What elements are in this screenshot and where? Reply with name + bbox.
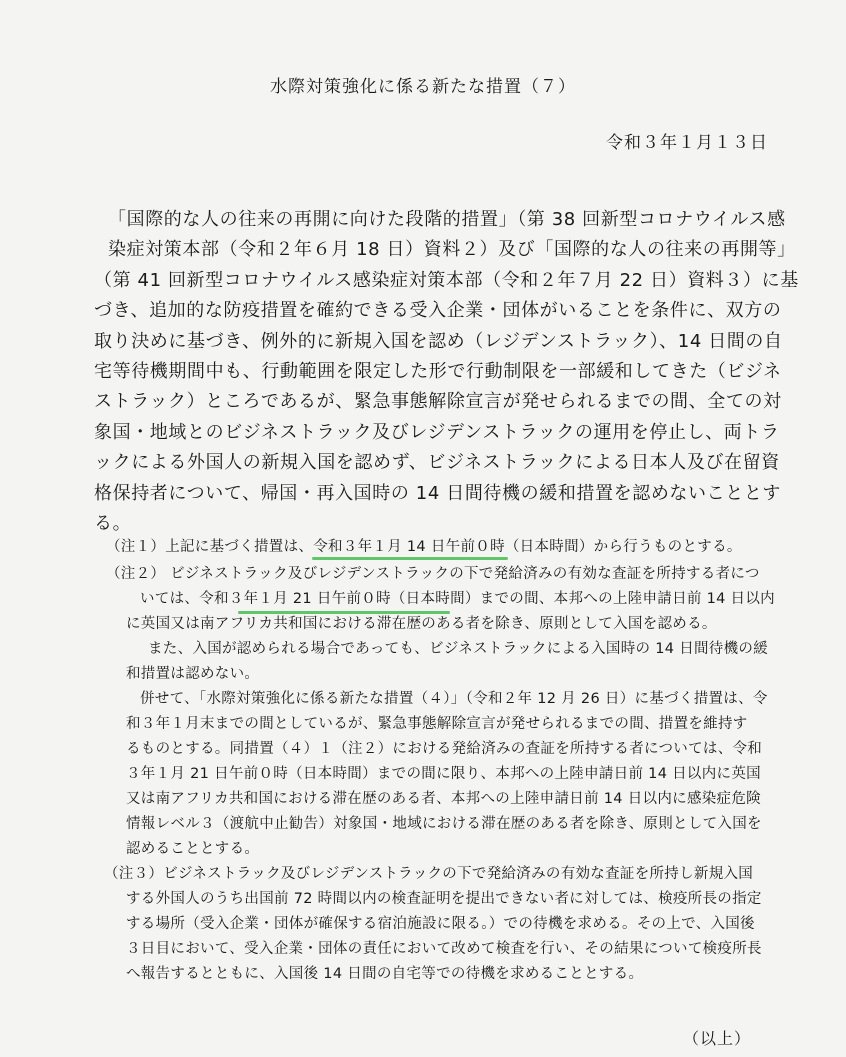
note-2-line: に英国又は南アフリカ共和国における滞在歴のある者を除き、原則として入国を認める。 [126,616,717,632]
note-1: （注１）上記に基づく措置は、令和３年１月 14 日午前０時（日本時間）から行うものとする。 [106,539,742,555]
note-2-together-line: 認めることとする。 [126,841,260,857]
main-paragraph-line: ストラック）ところであるが、緊急事態解除宣言が発せられるまでの間、全ての対 [94,391,782,413]
note-2-also-line: また、入国が認められる場合であっても、ビジネストラックによる入国時の 14 日間待機の緩 [148,641,768,657]
main-paragraph-line: 象国・地域とのビジネストラック及びレジデンストラックの運用を停止し、両トラ [94,421,780,443]
main-paragraph-line: づき、追加的な防疫措置を確約できる受入企業・団体がいることを条件に、双方の [94,300,782,322]
document-date: 令和３年１月１３日 [606,133,768,153]
note-2-line: いては、令和３年１月 21 日午前０時（日本時間）までの間、本邦への上陸申請日前 14 日以内 [140,591,775,607]
note-3-line: する場所（受入企業・団体が確保する宿泊施設に限る。）での待機を求める。その上で、入国後 [126,916,755,932]
notes-section [98,535,798,987]
main-paragraph-line: 染症対策本部（令和２年６月 18 日）資料２）及び「国際的な人の往来の再開等」 [108,239,796,261]
note-2-together-line: るものとする。同措置（４）１（注２）における発給済みの査証を所持する者については、令和 [126,741,763,757]
main-paragraph-line: 格保持者について、帰国・再入国時の 14 日間待機の緩和措置を認めないこととす [94,482,782,504]
note-2-also-line: 和措置は認めない。 [126,666,260,682]
note-2-together-line: 情報レベル３（渡航中止勧告）対象国・地域における滞在歴のある者を除き、原則として入国を [126,816,762,832]
main-paragraph [94,205,799,539]
main-paragraph-line: （第 41 回新型コロナウイルス感染症対策本部（令和２年７月 22 日）資料３）に基 [94,269,799,291]
note-3-line: ３日目において、受入企業・団体の責任において改めて検査を行い、その結果について検疫所長 [126,941,762,957]
highlight-underline [312,557,508,560]
main-paragraph-line: 「国際的な人の往来の再開に向けた段階的措置」（第 38 回新型コロナウイルス感 [108,209,786,230]
main-paragraph-line: 取り決めに基づき、例外的に新規入国を認め（レジデンストラック）、14 日間の自 [94,330,783,352]
note-2-line: （注２） ビジネストラック及びレジデンストラックの下で発給済みの有効な査証を所持する者につ [106,566,760,582]
main-paragraph-line: ックによる外国人の新規入国を認めず、ビジネストラックによる日本人及び在留資 [94,452,780,474]
main-paragraph-line: る。 [94,513,132,535]
note-2-together-line: 併せて、「水際対策強化に係る新たな措置（４）」（令和２年 12 月 26 日）に基づく措置は、令 [140,691,768,707]
note-2-together-line: 和３年１月末までの間としているが、緊急事態解除宣言が発せられるまでの間、措置を維持す [126,716,748,732]
main-paragraph-line: 宅等待機期間中も、行動範囲を限定した形で行動制限を一部緩和してきた（ビジネ [94,361,782,383]
document-title: 水際対策強化に係る新たな措置（７） [270,77,576,97]
note-2-together-line: 又は南アフリカ共和国における滞在歴のある者、本邦への上陸申請日前 14 日以内に感染症危険 [126,791,761,807]
closing-mark: （以上） [682,1029,751,1048]
note-3-line: へ報告するとともに、入国後 14 日間の自宅等での待機を求めることとする。 [126,966,644,982]
note-3-line: する外国人のうち出国前 72 時間以内の検査証明を提出できない者に対しては、検疫所長の指定 [126,891,762,907]
note-3-line: （注３）ビジネストラック及びレジデンストラックの下で発給済みの有効な査証を所持し新規入国 [104,866,754,882]
highlight-underline [238,611,450,614]
note-2-together-line: ３年１月 21 日午前０時（日本時間）までの間に限り、本邦への上陸申請日前 14 日以内に英国 [126,766,761,782]
